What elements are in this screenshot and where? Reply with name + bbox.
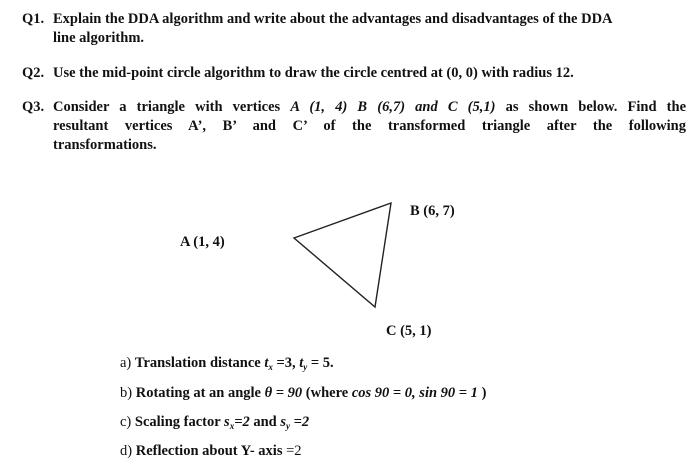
part-text: ) xyxy=(477,385,487,401)
subscript-y: y xyxy=(286,421,290,431)
angle-value: θ = 90 xyxy=(264,385,303,401)
triangle-shape xyxy=(294,203,391,307)
part-label: a) xyxy=(120,355,132,371)
part-c xyxy=(120,413,309,436)
var-s: s xyxy=(224,414,230,430)
vertex-b-label: B (6, 7) xyxy=(410,203,455,219)
part-text: Reflection about Y- axis xyxy=(135,443,287,459)
value-sy: =2 xyxy=(290,414,310,430)
subscript-x: x xyxy=(229,421,235,431)
question-text-continued: line algorithm. xyxy=(53,30,145,46)
question-number: Q1. xyxy=(22,11,45,27)
question-number: Q3. xyxy=(22,99,45,115)
question-text-continued: transformations. xyxy=(53,137,157,153)
var-t: t xyxy=(299,355,304,371)
var-t: t xyxy=(264,355,269,371)
vertex-a-label: A (1, 4) xyxy=(180,234,225,250)
trig-values: cos 90 = 0, sin 90 = 1 xyxy=(351,385,478,401)
question-number: Q2. xyxy=(22,65,45,81)
var-s: s xyxy=(280,414,286,430)
part-value: =2 xyxy=(286,443,302,459)
value-sx: =2 xyxy=(234,414,250,430)
question-text-continued: resultant vertices A’, B’ and C’ of the transformed triangle after the following xyxy=(53,118,686,134)
subscript-x: x xyxy=(268,362,273,372)
value-tx: =3, xyxy=(272,355,300,371)
value-ty: = 5. xyxy=(307,355,334,371)
question-text: Explain the DDA algorithm and write about the advantages and disadvantages of the DDA xyxy=(53,11,613,27)
part-a xyxy=(120,354,334,377)
part-label: b) xyxy=(120,385,133,401)
part-label: d) xyxy=(120,443,133,459)
vertex-c-label: C (5, 1) xyxy=(386,323,432,339)
part-text: Scaling factor xyxy=(134,414,225,430)
question-text: Use the mid-point circle algorithm to draw the circle centred at (0, 0) with radius 12. xyxy=(53,65,574,81)
question-text: Consider a triangle with vertices xyxy=(53,99,291,115)
part-d xyxy=(120,442,302,461)
part-text: (where xyxy=(302,385,352,401)
question-text: as shown below. Find the xyxy=(495,99,687,115)
part-text: Rotating at an angle xyxy=(135,385,265,401)
part-label: c) xyxy=(120,414,132,430)
part-text: and xyxy=(249,414,281,430)
part-text: Translation distance xyxy=(134,355,265,371)
subscript-y: y xyxy=(303,362,308,372)
part-b xyxy=(120,384,486,403)
question-vertices: A (1, 4) B (6,7) and C (5,1) xyxy=(290,99,496,115)
